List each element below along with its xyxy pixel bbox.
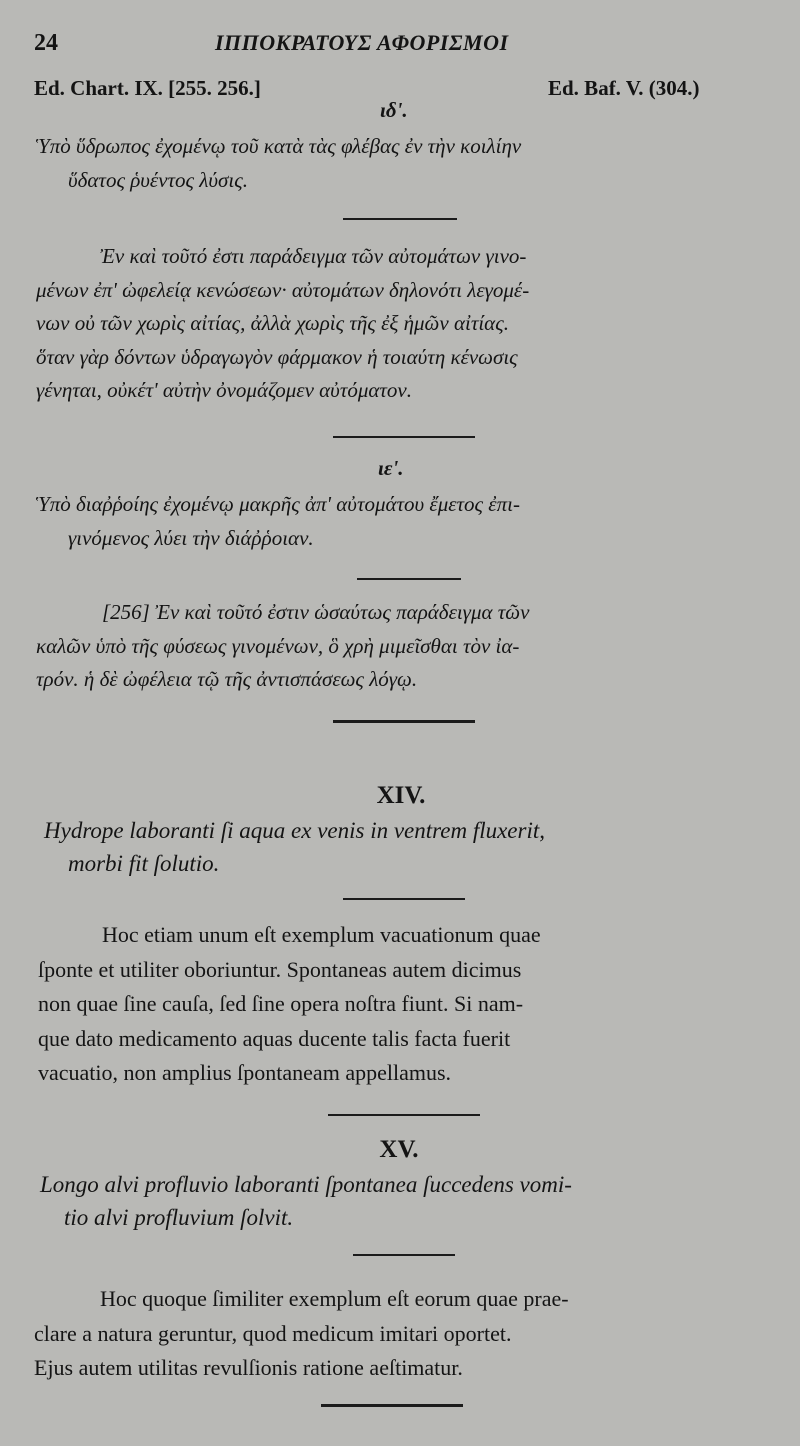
divider-rule bbox=[328, 1114, 480, 1116]
greek-commentary-15 bbox=[36, 596, 529, 697]
greek-aphorism-15-number: ιε'. bbox=[378, 456, 404, 480]
latin-aphorism-15-text bbox=[40, 1168, 572, 1234]
text-line: Ejus autem utilitas revulſionis ratione aeſtimatur. bbox=[34, 1355, 463, 1380]
text-line: νων οὐ τῶν χωρὶς αἰτίας, ἀλλὰ χωρὶς τῆς ἐξ ἡμῶν αἰτίας. bbox=[36, 311, 509, 335]
text-line: [256] Ἐν καὶ τοῦτό ἐστιν ὡσαύτως παράδειγμα τῶν bbox=[102, 600, 530, 624]
divider-rule bbox=[333, 720, 475, 723]
latin-aphorism-15-number: XV. bbox=[379, 1136, 419, 1163]
text-line: τρόν. ἡ δὲ ὠφέλεια τῷ τῆς ἀντισπάσεως λόγῳ. bbox=[36, 667, 418, 691]
text-line: ὕδατος ῥυέντος λύσις. bbox=[68, 167, 249, 192]
divider-rule bbox=[343, 218, 457, 220]
text-line: Hydrope laboranti ſi aqua ex venis in ventrem fluxerit, bbox=[44, 818, 545, 843]
text-line: Ὑπὸ διαῤῥοίης ἐχομένῳ μακρῆς ἀπ' αὐτομάτου ἔμετος ἐπι- bbox=[36, 492, 520, 516]
latin-aphorism-14-number: XIV. bbox=[376, 782, 426, 809]
text-line: ὅταν γὰρ δόντων ὑδραγωγὸν φάρμακον ἡ τοιαύτη κένωσις bbox=[36, 344, 518, 369]
edition-ref-left: Ed. Chart. IX. [255. 256.] bbox=[34, 76, 261, 100]
divider-rule bbox=[357, 578, 461, 580]
greek-commentary-14 bbox=[36, 240, 529, 408]
greek-aphorism-14-number: ιδ'. bbox=[380, 98, 408, 122]
text-line: ſponte et utiliter oboriuntur. Spontaneas autem dicimus bbox=[38, 956, 522, 982]
text-line: γινόμενος λύει τὴν διάῤῥοιαν. bbox=[68, 525, 314, 550]
latin-commentary-15 bbox=[34, 1282, 569, 1386]
latin-commentary-14 bbox=[38, 918, 541, 1091]
text-line: non quae ſine cauſa, ſed ſine opera noſtra fiunt. Si nam- bbox=[38, 991, 524, 1016]
greek-aphorism-15-text bbox=[36, 488, 520, 555]
text-line: μένων ἐπ' ὠφελείᾳ κενώσεων· αὐτομάτων δηλονότι λεγομέ- bbox=[36, 277, 530, 302]
text-line: Hoc etiam unum eſt exemplum vacuationum quae bbox=[102, 922, 541, 947]
text-line: Ἐν καὶ τοῦτό ἐστι παράδειγμα τῶν αὐτομάτων γινο- bbox=[100, 244, 527, 268]
divider-rule bbox=[321, 1404, 463, 1407]
running-title: ΙΠΠΟΚΡΑΤΟΥΣ ΑΦΟΡΙΣΜΟΙ bbox=[215, 30, 509, 55]
text-line: γένηται, οὐκέτ' αὐτὴν ὀνομάζομεν αὐτόματον. bbox=[36, 378, 412, 402]
latin-aphorism-14-text bbox=[44, 814, 545, 880]
text-line: Hoc quoque ſimiliter exemplum eſt eorum quae prae- bbox=[100, 1286, 569, 1311]
text-line: Ὑπὸ ὕδρωπος ἐχομένῳ τοῦ κατὰ τὰς φλέβας ἐν τὴν κοιλίην bbox=[36, 134, 522, 158]
text-line: clare a natura geruntur, quod medicum imitari oportet. bbox=[34, 1320, 512, 1346]
greek-aphorism-14-text bbox=[36, 130, 521, 197]
text-line: morbi fit ſolutio. bbox=[68, 851, 220, 876]
divider-rule bbox=[353, 1254, 455, 1256]
edition-ref-right: Ed. Baf. V. (304.) bbox=[548, 76, 700, 100]
text-line: vacuatio, non amplius ſpontaneam appellamus. bbox=[38, 1060, 452, 1085]
text-line: Longo alvi profluvio laboranti ſpontanea ſuccedens vomi- bbox=[40, 1172, 572, 1197]
text-line: καλῶν ὑπὸ τῆς φύσεως γινομένων, ὃ χρὴ μιμεῖσθαι τὸν ἰα- bbox=[36, 633, 520, 658]
text-line: que dato medicamento aquas ducente talis facta fuerit bbox=[38, 1025, 511, 1051]
divider-rule bbox=[343, 898, 465, 900]
text-line: tio alvi profluvium ſolvit. bbox=[64, 1205, 294, 1230]
page-number: 24 bbox=[34, 30, 58, 56]
divider-rule bbox=[333, 436, 475, 438]
